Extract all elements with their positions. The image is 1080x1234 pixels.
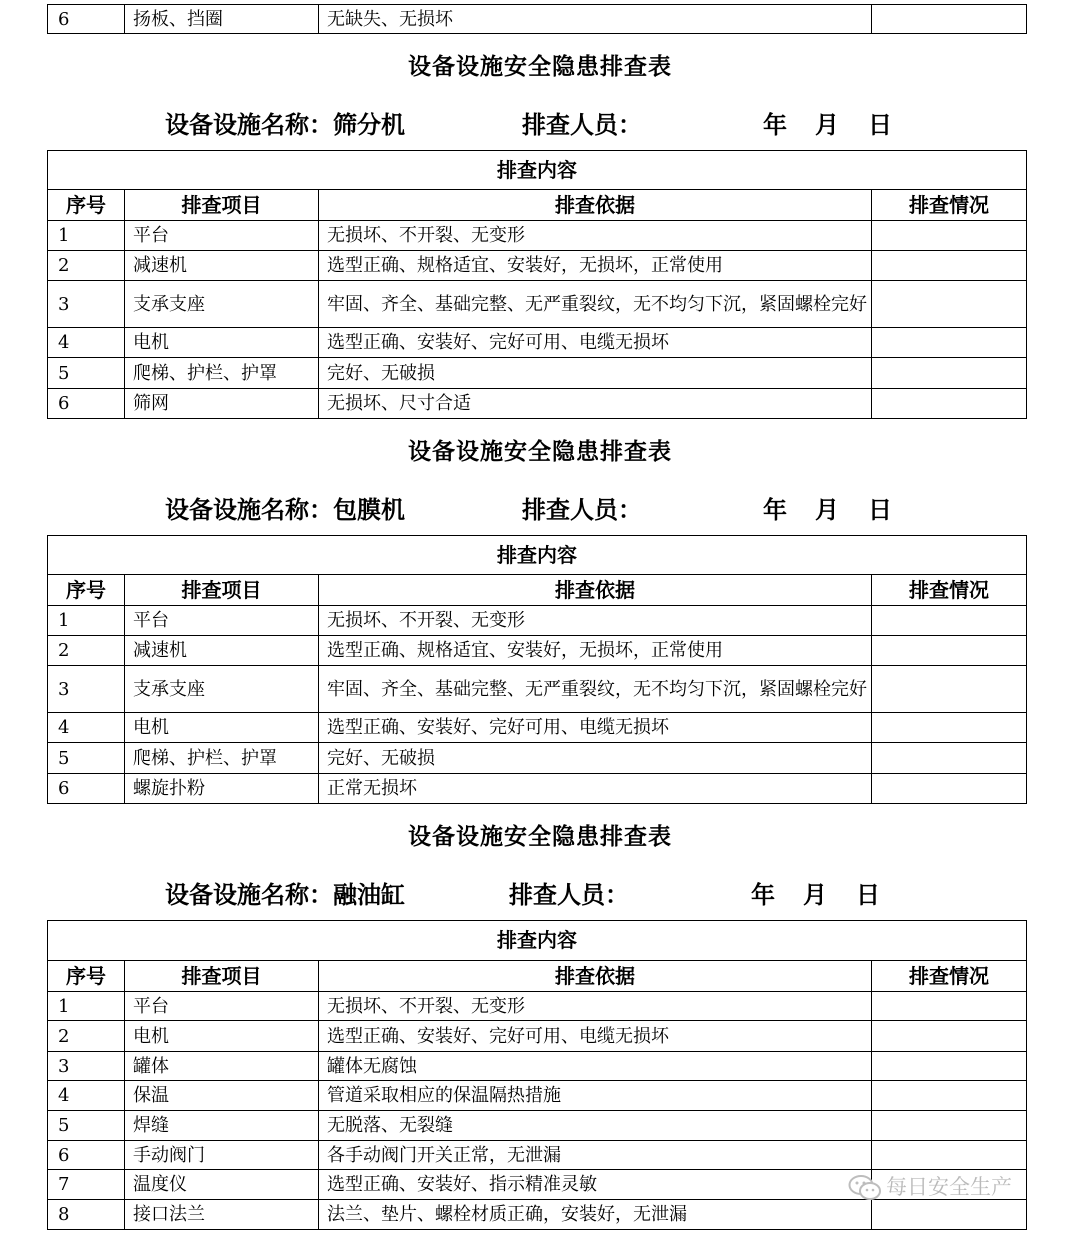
cell-item: 支承支座 <box>125 281 319 328</box>
inspector-label: 排查人员： <box>522 496 642 524</box>
cell-basis: 完好、无破损 <box>319 358 872 389</box>
cell-no: 6 <box>48 774 125 804</box>
cell-item: 罐体 <box>125 1052 319 1081</box>
section-1-meta <box>0 105 1080 139</box>
cell-no: 2 <box>48 1021 125 1052</box>
cell-item: 电机 <box>125 328 319 358</box>
cell-item: 电机 <box>125 713 319 743</box>
cell-item: 平台 <box>125 606 319 636</box>
cell-status <box>872 389 1027 419</box>
inspector-label: 排查人员： <box>509 881 629 909</box>
cell-status <box>872 992 1027 1021</box>
table-row <box>48 1200 1027 1230</box>
cell-item: 平台 <box>125 992 319 1021</box>
col-header-status: 排查情况 <box>872 961 1027 992</box>
cell-basis: 选型正确、安装好、完好可用、电缆无损坏 <box>319 713 872 743</box>
content-header: 排查内容 <box>48 536 1027 575</box>
cell-basis: 牢固、齐全、基础完整、无严重裂纹，无不均匀下沉，紧固螺栓完好 <box>319 281 872 328</box>
table-row <box>48 636 1027 666</box>
cell-no: 2 <box>48 251 125 281</box>
cell-item: 螺旋扑粉 <box>125 774 319 804</box>
cell-basis: 无损坏、不开裂、无变形 <box>319 221 872 251</box>
cell-no: 8 <box>48 1200 125 1230</box>
equipment-name-label: 设备设施名称：包膜机 <box>165 496 405 524</box>
col-header-status: 排查情况 <box>872 190 1027 221</box>
cell-status <box>872 1141 1027 1170</box>
cell-no: 1 <box>48 992 125 1021</box>
table-row <box>48 1141 1027 1170</box>
col-header-status: 排查情况 <box>872 575 1027 606</box>
section-2-title: 设备设施安全隐患排查表 <box>408 439 672 465</box>
cell-item: 电机 <box>125 1021 319 1052</box>
cell-item: 扬板、挡圈 <box>125 5 319 34</box>
wechat-icon <box>848 1174 882 1202</box>
cell-basis: 牢固、齐全、基础完整、无严重裂纹，无不均匀下沉，紧固螺栓完好 <box>319 666 872 713</box>
equipment-name: 筛分机 <box>333 111 405 139</box>
cell-item: 筛网 <box>125 389 319 419</box>
cell-basis: 罐体无腐蚀 <box>319 1052 872 1081</box>
table-row <box>48 358 1027 389</box>
cell-item: 爬梯、护栏、护罩 <box>125 743 319 774</box>
table-row <box>48 1021 1027 1052</box>
content-header-row <box>48 921 1027 961</box>
cell-basis: 无损坏、不开裂、无变形 <box>319 992 872 1021</box>
cell-no: 6 <box>48 5 125 34</box>
previous-table-fragment <box>47 4 1027 34</box>
table-row <box>48 328 1027 358</box>
cell-status <box>872 5 1027 34</box>
col-header-item: 排查项目 <box>125 190 319 221</box>
month-label: 月 <box>815 111 839 139</box>
table-row <box>48 606 1027 636</box>
inspection-table-1 <box>47 150 1027 419</box>
section-2-meta <box>0 490 1080 524</box>
cell-status <box>872 358 1027 389</box>
cell-basis: 选型正确、安装好、指示精准灵敏 <box>319 1170 872 1200</box>
cell-status <box>872 1081 1027 1111</box>
cell-item: 支承支座 <box>125 666 319 713</box>
table-row <box>48 221 1027 251</box>
cell-no: 4 <box>48 713 125 743</box>
cell-basis: 无脱落、无裂缝 <box>319 1111 872 1141</box>
equipment-name: 融油缸 <box>333 881 405 909</box>
cell-no: 5 <box>48 743 125 774</box>
content-header-row <box>48 536 1027 575</box>
content-header: 排查内容 <box>48 921 1027 961</box>
cell-basis: 正常无损坏 <box>319 774 872 804</box>
cell-item: 接口法兰 <box>125 1200 319 1230</box>
inspector-label: 排查人员： <box>522 111 642 139</box>
month-label: 月 <box>815 496 839 524</box>
cell-status <box>872 636 1027 666</box>
cell-item: 温度仪 <box>125 1170 319 1200</box>
cell-no: 3 <box>48 666 125 713</box>
table-row <box>48 713 1027 743</box>
cell-no: 4 <box>48 328 125 358</box>
cell-status <box>872 251 1027 281</box>
table-row <box>48 992 1027 1021</box>
table-row <box>48 389 1027 419</box>
cell-status <box>872 281 1027 328</box>
cell-no: 5 <box>48 1111 125 1141</box>
table-row <box>48 666 1027 713</box>
year-label: 年 <box>751 881 775 909</box>
column-header-row <box>48 190 1027 221</box>
cell-item: 保温 <box>125 1081 319 1111</box>
cell-item: 减速机 <box>125 251 319 281</box>
cell-status <box>872 1021 1027 1052</box>
year-label: 年 <box>763 111 787 139</box>
table-row <box>48 1111 1027 1141</box>
cell-basis: 法兰、垫片、螺栓材质正确，安装好，无泄漏 <box>319 1200 872 1230</box>
cell-no: 3 <box>48 1052 125 1081</box>
col-header-basis: 排查依据 <box>319 961 872 992</box>
watermark <box>848 1171 1012 1203</box>
table-row <box>48 774 1027 804</box>
col-header-basis: 排查依据 <box>319 190 872 221</box>
cell-status <box>872 1200 1027 1230</box>
cell-status <box>872 1052 1027 1081</box>
cell-item: 减速机 <box>125 636 319 666</box>
cell-basis: 无损坏、尺寸合适 <box>319 389 872 419</box>
cell-item: 平台 <box>125 221 319 251</box>
cell-status <box>872 328 1027 358</box>
cell-basis: 选型正确、安装好、完好可用、电缆无损坏 <box>319 328 872 358</box>
cell-basis: 无缺失、无损坏 <box>319 5 872 34</box>
cell-no: 6 <box>48 1141 125 1170</box>
cell-basis: 选型正确、规格适宜、安装好，无损坏，正常使用 <box>319 636 872 666</box>
content-header: 排查内容 <box>48 151 1027 190</box>
col-header-no: 序号 <box>48 961 125 992</box>
cell-status <box>872 774 1027 804</box>
cell-status <box>872 221 1027 251</box>
cell-status <box>872 606 1027 636</box>
cell-basis: 管道采取相应的保温隔热措施 <box>319 1081 872 1111</box>
cell-basis: 无损坏、不开裂、无变形 <box>319 606 872 636</box>
cell-basis: 选型正确、规格适宜、安装好，无损坏，正常使用 <box>319 251 872 281</box>
watermark-text: 每日安全生产 <box>886 1175 1012 1199</box>
cell-status <box>872 666 1027 713</box>
col-header-item: 排查项目 <box>125 575 319 606</box>
cell-item: 手动阀门 <box>125 1141 319 1170</box>
cell-no: 3 <box>48 281 125 328</box>
cell-item: 爬梯、护栏、护罩 <box>125 358 319 389</box>
table-row <box>48 1081 1027 1111</box>
cell-item: 焊缝 <box>125 1111 319 1141</box>
table-row <box>48 251 1027 281</box>
cell-basis: 完好、无破损 <box>319 743 872 774</box>
cell-no: 2 <box>48 636 125 666</box>
cell-no: 1 <box>48 606 125 636</box>
column-header-row <box>48 575 1027 606</box>
cell-no: 6 <box>48 389 125 419</box>
equipment-name: 包膜机 <box>333 496 405 524</box>
equipment-name-label: 设备设施名称：融油缸 <box>165 881 405 909</box>
section-3-meta <box>0 875 1080 909</box>
year-label: 年 <box>763 496 787 524</box>
cell-basis: 各手动阀门开关正常，无泄漏 <box>319 1141 872 1170</box>
col-header-item: 排查项目 <box>125 961 319 992</box>
cell-status <box>872 713 1027 743</box>
cell-status <box>872 743 1027 774</box>
month-label: 月 <box>803 881 827 909</box>
inspection-table-2 <box>47 535 1027 804</box>
col-header-basis: 排查依据 <box>319 575 872 606</box>
cell-basis: 选型正确、安装好、完好可用、电缆无损坏 <box>319 1021 872 1052</box>
column-header-row <box>48 961 1027 992</box>
table-row <box>48 281 1027 328</box>
section-3-title: 设备设施安全隐患排查表 <box>408 824 672 850</box>
cell-no: 7 <box>48 1170 125 1200</box>
table-row <box>48 1052 1027 1081</box>
cell-no: 4 <box>48 1081 125 1111</box>
table-row <box>48 743 1027 774</box>
equipment-name-label: 设备设施名称：筛分机 <box>165 111 405 139</box>
cell-no: 5 <box>48 358 125 389</box>
day-label: 日 <box>856 881 880 909</box>
day-label: 日 <box>868 111 892 139</box>
cell-status <box>872 1111 1027 1141</box>
day-label: 日 <box>868 496 892 524</box>
col-header-no: 序号 <box>48 190 125 221</box>
section-1-title: 设备设施安全隐患排查表 <box>408 54 672 80</box>
col-header-no: 序号 <box>48 575 125 606</box>
table-row <box>48 5 1027 34</box>
content-header-row <box>48 151 1027 190</box>
cell-no: 1 <box>48 221 125 251</box>
